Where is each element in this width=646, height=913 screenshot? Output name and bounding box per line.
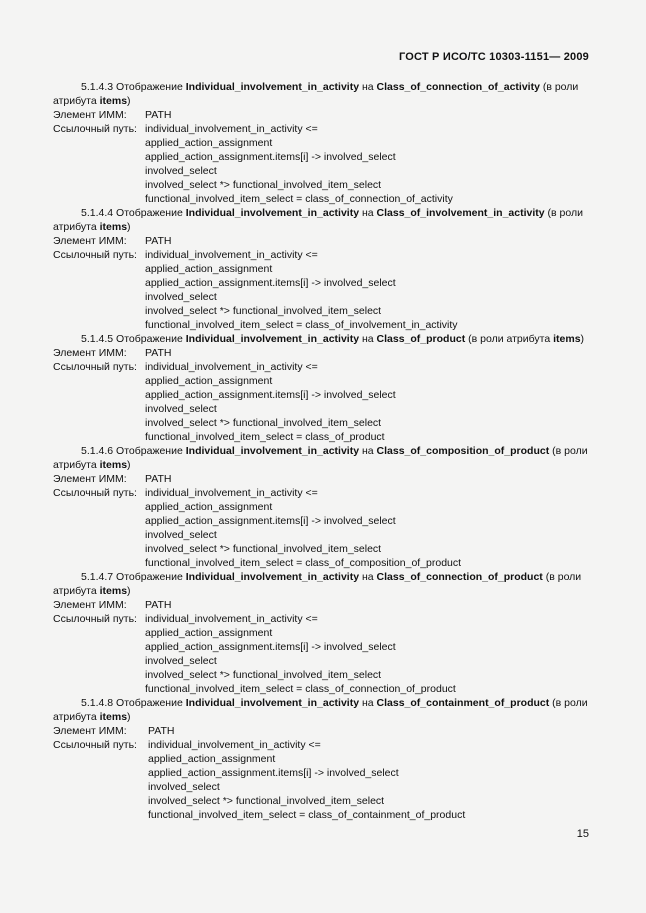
path-line: applied_action_assignment (145, 627, 273, 639)
mapping-section (53, 80, 591, 206)
element-label: Элемент ИММ: (53, 347, 127, 359)
source-entity: Individual_involvement_in_activity (185, 207, 360, 219)
element-value: PATH (145, 347, 172, 359)
role-prefix: (в роли атрибута (53, 697, 588, 723)
target-class: Class_of_product (376, 333, 466, 345)
mapping-word: Отображение (116, 81, 183, 93)
mapping-preposition: на (361, 445, 374, 457)
element-value: PATH (145, 473, 172, 485)
element-row (53, 598, 591, 612)
path-line: involved_select *> functional_involved_item_select (145, 179, 382, 191)
section-heading (53, 444, 591, 472)
path-line: involved_select (145, 529, 217, 541)
element-label: Элемент ИММ: (53, 109, 127, 121)
path-line: functional_involved_item_select = class_of_containment_of_product (148, 809, 466, 821)
mapping-word: Отображение (116, 571, 183, 583)
path-line: individual_involvement_in_activity <= (145, 249, 318, 261)
path-line: involved_select (145, 291, 217, 303)
element-value: PATH (145, 599, 172, 611)
element-value: PATH (145, 109, 172, 121)
role-prefix: (в роли атрибута (53, 207, 583, 233)
document-body (53, 80, 591, 822)
path-label: Ссылочный путь: (53, 739, 137, 751)
target-class: Class_of_involvement_in_activity (376, 207, 545, 219)
role-attribute: items (99, 459, 128, 471)
path-row (53, 360, 591, 374)
role-prefix: (в роли атрибута (468, 333, 551, 345)
path-line: applied_action_assignment.items[i] -> involved_select (145, 277, 396, 289)
path-label: Ссылочный путь: (53, 361, 137, 373)
mapping-preposition: на (361, 571, 374, 583)
element-value: PATH (148, 725, 175, 737)
element-label: Элемент ИММ: (53, 235, 127, 247)
element-label: Элемент ИММ: (53, 473, 127, 485)
path-row (53, 122, 591, 136)
element-value: PATH (145, 235, 172, 247)
role-attribute: items (99, 221, 128, 233)
path-line: involved_select *> functional_involved_item_select (145, 543, 382, 555)
section-number: 5.1.4.6 (81, 445, 114, 457)
source-entity: Individual_involvement_in_activity (185, 81, 360, 93)
role-prefix: (в роли атрибута (53, 571, 582, 597)
path-line: functional_involved_item_select = class_of_composition_of_product (145, 557, 462, 569)
mapping-section (53, 696, 591, 822)
path-line: involved_select (145, 655, 217, 667)
section-heading (53, 206, 591, 234)
element-label: Элемент ИММ: (53, 725, 127, 737)
path-line: individual_involvement_in_activity <= (148, 739, 321, 751)
path-line: functional_involved_item_select = class_of_connection_of_product (145, 683, 456, 695)
path-line: involved_select (145, 165, 217, 177)
target-class: Class_of_composition_of_product (376, 445, 550, 457)
mapping-preposition: на (361, 81, 374, 93)
path-line: involved_select *> functional_involved_item_select (145, 669, 382, 681)
path-row (53, 738, 591, 752)
path-label: Ссылочный путь: (53, 487, 137, 499)
section-number: 5.1.4.8 (81, 697, 114, 709)
document-header: ГОСТ Р ИСО/ТС 10303-1151— 2009 (398, 51, 589, 63)
role-suffix: ) (127, 711, 131, 723)
element-row (53, 472, 591, 486)
path-label: Ссылочный путь: (53, 613, 137, 625)
path-line: involved_select *> functional_involved_item_select (148, 795, 385, 807)
section-number: 5.1.4.7 (81, 571, 114, 583)
role-prefix: (в роли атрибута (53, 81, 579, 107)
path-line: functional_involved_item_select = class_of_product (145, 431, 385, 443)
mapping-sections (53, 80, 591, 822)
path-line: applied_action_assignment (148, 753, 276, 765)
path-row (53, 486, 591, 500)
role-suffix: ) (580, 333, 585, 345)
section-heading (53, 80, 591, 108)
source-entity: Individual_involvement_in_activity (185, 697, 360, 709)
mapping-word: Отображение (116, 445, 183, 457)
role-suffix: ) (127, 95, 131, 107)
element-row (53, 724, 591, 738)
path-line: involved_select *> functional_involved_item_select (145, 305, 382, 317)
target-class: Class_of_connection_of_activity (376, 81, 540, 93)
path-line: involved_select *> functional_involved_item_select (145, 417, 382, 429)
role-prefix: (в роли атрибута (53, 445, 588, 471)
path-row (53, 612, 591, 626)
mapping-preposition: на (361, 207, 374, 219)
role-attribute: items (99, 95, 128, 107)
path-line: individual_involvement_in_activity <= (145, 123, 318, 135)
section-heading (53, 696, 591, 724)
element-label: Элемент ИММ: (53, 599, 127, 611)
path-line: individual_involvement_in_activity <= (145, 361, 318, 373)
section-number: 5.1.4.5 (81, 333, 114, 345)
section-heading (53, 570, 591, 598)
path-row (53, 248, 591, 262)
role-suffix: ) (127, 459, 131, 471)
mapping-section (53, 570, 591, 696)
mapping-section (53, 206, 591, 332)
path-line: applied_action_assignment (145, 263, 273, 275)
path-line: applied_action_assignment (145, 137, 273, 149)
path-line: involved_select (148, 781, 220, 793)
path-line: applied_action_assignment (145, 501, 273, 513)
path-line: functional_involved_item_select = class_of_connection_of_activity (145, 193, 453, 205)
path-line: applied_action_assignment (145, 375, 273, 387)
mapping-word: Отображение (116, 697, 183, 709)
section-heading (53, 332, 591, 346)
path-line: applied_action_assignment.items[i] -> involved_select (145, 641, 396, 653)
mapping-section (53, 444, 591, 570)
mapping-section (53, 332, 591, 444)
source-entity: Individual_involvement_in_activity (185, 445, 360, 457)
target-class: Class_of_containment_of_product (376, 697, 550, 709)
source-entity: Individual_involvement_in_activity (185, 333, 360, 345)
path-line: applied_action_assignment.items[i] -> involved_select (145, 389, 396, 401)
path-line: involved_select (145, 403, 217, 415)
path-label: Ссылочный путь: (53, 249, 137, 261)
role-attribute: items (553, 333, 581, 345)
element-row (53, 234, 591, 248)
path-line: applied_action_assignment.items[i] -> involved_select (145, 515, 396, 527)
role-attribute: items (99, 711, 128, 723)
mapping-word: Отображение (116, 207, 183, 219)
path-line: applied_action_assignment.items[i] -> involved_select (148, 767, 399, 779)
section-number: 5.1.4.4 (81, 207, 114, 219)
role-suffix: ) (127, 221, 131, 233)
role-attribute: items (99, 585, 128, 597)
mapping-word: Отображение (116, 333, 183, 345)
role-suffix: ) (127, 585, 131, 597)
source-entity: Individual_involvement_in_activity (185, 571, 360, 583)
mapping-preposition: на (361, 697, 374, 709)
path-line: individual_involvement_in_activity <= (145, 613, 318, 625)
target-class: Class_of_connection_of_product (376, 571, 543, 583)
path-line: functional_involved_item_select = class_of_involvement_in_activity (145, 319, 458, 331)
path-line: individual_involvement_in_activity <= (145, 487, 318, 499)
mapping-preposition: на (361, 333, 374, 345)
element-row (53, 108, 591, 122)
section-number: 5.1.4.3 (81, 81, 114, 93)
element-row (53, 346, 591, 360)
path-label: Ссылочный путь: (53, 123, 137, 135)
path-line: applied_action_assignment.items[i] -> involved_select (145, 151, 396, 163)
page-number: 15 (576, 828, 589, 840)
